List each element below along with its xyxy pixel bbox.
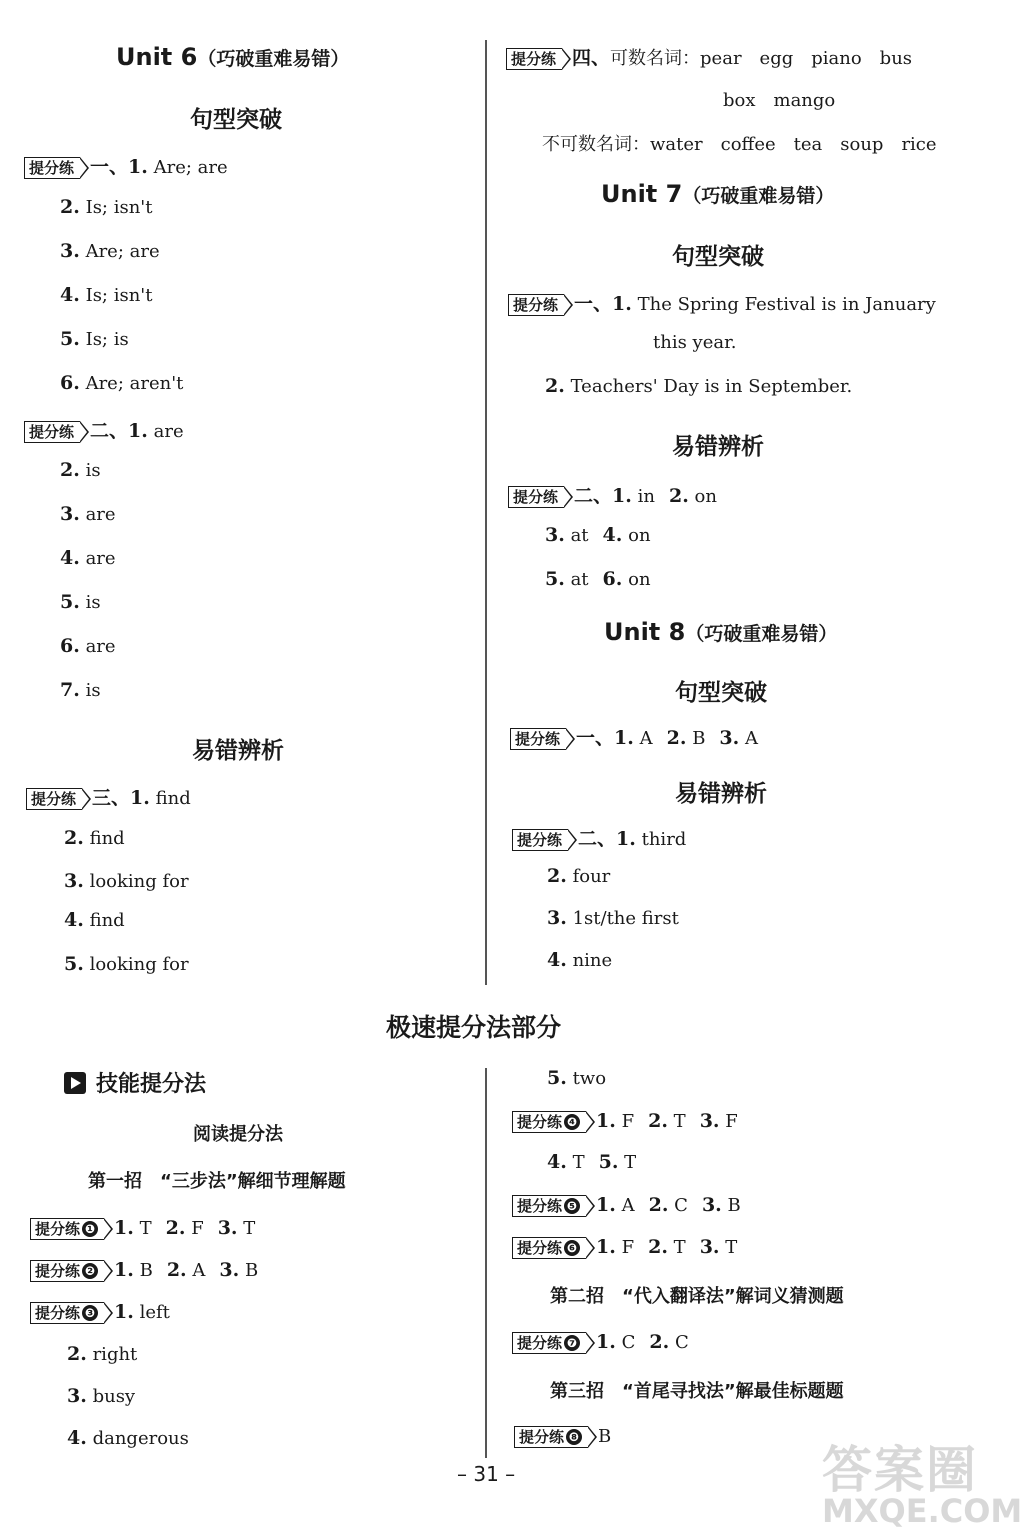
practice-4-row-2: 4. T 5. T: [547, 1151, 637, 1173]
practice-3-row-1: 提分练 ❸ 1. left: [30, 1301, 170, 1324]
tifenlian-tag: 提分练 ❶: [30, 1218, 104, 1240]
unit7-juxing-heading: 句型突破: [672, 244, 764, 270]
u8-s2-row-2: 2. four: [547, 865, 611, 887]
u6-s2-row-4: 4. are: [60, 547, 116, 569]
practice-3-row-2: 2. right: [67, 1343, 138, 1365]
u8-s1-row: 提分练 一、1. A 2. B 3. A: [510, 723, 758, 750]
main-section-title: 极速提分法部分: [386, 1013, 562, 1042]
u7-s2-row-2: 3. at 4. on: [545, 524, 651, 546]
u6-s4-countable-row-2: box mango: [723, 90, 836, 111]
u6-s2-row-7: 7. is: [60, 679, 101, 701]
skill-section-title: 技能提分法: [64, 1067, 206, 1098]
u6-s3-row-4: 4. find: [64, 909, 125, 931]
practice-1-row: 提分练 ❶ 1. T 2. F 3. T: [30, 1217, 255, 1240]
tifenlian-tag: 提分练: [506, 48, 562, 70]
tifenlian-tag: 提分练 ❺: [512, 1195, 586, 1217]
watermark-logo: 答案圈: [822, 1441, 978, 1499]
u6-s1-row-3: 3. Are; are: [60, 240, 160, 262]
u6-s4-countable-row-1: 提分练 四、可数名词：pear egg piano bus: [506, 43, 912, 70]
unit7-heading: Unit 7（巧破重难易错）: [601, 180, 835, 208]
u8-s2-row-4: 4. nine: [547, 949, 613, 971]
u6-s3-row-5: 5. looking for: [64, 953, 189, 975]
practice-5-row: 提分练 ❺ 1. A 2. C 3. B: [512, 1194, 741, 1217]
tifenlian-tag: 提分练: [24, 157, 80, 179]
u6-s2-row-6: 6. are: [60, 635, 116, 657]
u7-s2-row-3: 5. at 6. on: [545, 568, 651, 590]
practice-2-row: 提分练 ❷ 1. B 2. A 3. B: [30, 1259, 258, 1282]
u6-s2-row-5: 5. is: [60, 591, 101, 613]
u8-s2-row-1: 提分练 二、1. third: [512, 824, 686, 851]
u6-s2-row-3: 3. are: [60, 503, 116, 525]
unit8-yicuo-heading: 易错辨析: [675, 781, 767, 807]
practice-6-row: 提分练 ❻ 1. F 2. T 3. T: [512, 1236, 737, 1259]
u6-s1-row-2: 2. Is; isn't: [60, 196, 153, 218]
unit6-juxing-heading: 句型突破: [190, 107, 282, 133]
u6-s2-row-1: 提分练 二、1. are: [24, 416, 184, 443]
tifenlian-tag: 提分练 ❼: [512, 1332, 586, 1354]
method-2-title: 第二招 “代入翻译法”解词义猜测题: [550, 1286, 844, 1307]
unit6-yicuo-heading: 易错辨析: [192, 738, 284, 764]
u6-s1-row-1: 提分练 一、1. Are; are: [24, 152, 228, 179]
practice-3-row-4: 4. dangerous: [67, 1427, 189, 1449]
method-3-title: 第三招 “首尾寻找法”解最佳标题题: [550, 1381, 844, 1402]
tifenlian-tag: 提分练 ❸: [30, 1302, 104, 1324]
reading-method-title: 阅读提分法: [193, 1124, 283, 1145]
tifenlian-tag: 提分练: [24, 421, 80, 443]
tifenlian-tag: 提分练: [508, 486, 564, 508]
tifenlian-tag: 提分练 ❹: [512, 1111, 586, 1133]
u6-s1-row-6: 6. Are; aren't: [60, 372, 184, 394]
column-divider-top: [485, 40, 487, 985]
practice-3-row-5: 5. two: [547, 1067, 607, 1089]
practice-7-row: 提分练 ❼ 1. C 2. C: [512, 1331, 689, 1354]
u8-s2-row-3: 3. 1st/the first: [547, 907, 679, 929]
u6-s3-row-1: 提分练 三、1. find: [26, 783, 191, 810]
column-divider-bottom: [485, 1068, 487, 1458]
tifenlian-tag: 提分练: [508, 294, 564, 316]
unit8-juxing-heading: 句型突破: [675, 680, 767, 706]
tifenlian-tag: 提分练: [512, 829, 568, 851]
play-icon: [64, 1072, 86, 1094]
u6-s4-uncountable-row: 不可数名词：water coffee tea soup rice: [542, 134, 937, 155]
u7-s1-row-1-cont: this year.: [653, 332, 737, 353]
u6-s3-row-3: 3. looking for: [64, 870, 189, 892]
practice-8-row: 提分练 ❽ B: [514, 1426, 611, 1448]
unit8-heading: Unit 8（巧破重难易错）: [604, 618, 838, 646]
u6-s3-row-2: 2. find: [64, 827, 125, 849]
u6-s1-row-4: 4. Is; isn't: [60, 284, 153, 306]
unit6-heading: Unit 6（巧破重难易错）: [116, 43, 350, 71]
u6-s1-row-5: 5. Is; is: [60, 328, 129, 350]
tifenlian-tag: 提分练 ❻: [512, 1237, 586, 1259]
tifenlian-tag: 提分练: [26, 788, 82, 810]
u7-s1-row-1: 提分练 一、1. The Spring Festival is in January: [508, 289, 936, 316]
page-number: – 31 –: [457, 1462, 516, 1486]
watermark-url: MXQE.COM: [822, 1492, 1022, 1530]
tifenlian-tag: 提分练 ❽: [514, 1426, 588, 1448]
u6-s2-row-2: 2. is: [60, 459, 101, 481]
practice-3-row-3: 3. busy: [67, 1385, 136, 1407]
practice-4-row-1: 提分练 ❹ 1. F 2. T 3. F: [512, 1110, 738, 1133]
u7-s2-row-1: 提分练 二、1. in 2. on: [508, 481, 717, 508]
unit7-yicuo-heading: 易错辨析: [672, 434, 764, 460]
tifenlian-tag: 提分练 ❷: [30, 1260, 104, 1282]
u7-s1-row-2: 2. Teachers' Day is in September.: [545, 375, 853, 397]
tifenlian-tag: 提分练: [510, 728, 566, 750]
method-1-title: 第一招 “三步法”解细节理解题: [88, 1171, 346, 1192]
